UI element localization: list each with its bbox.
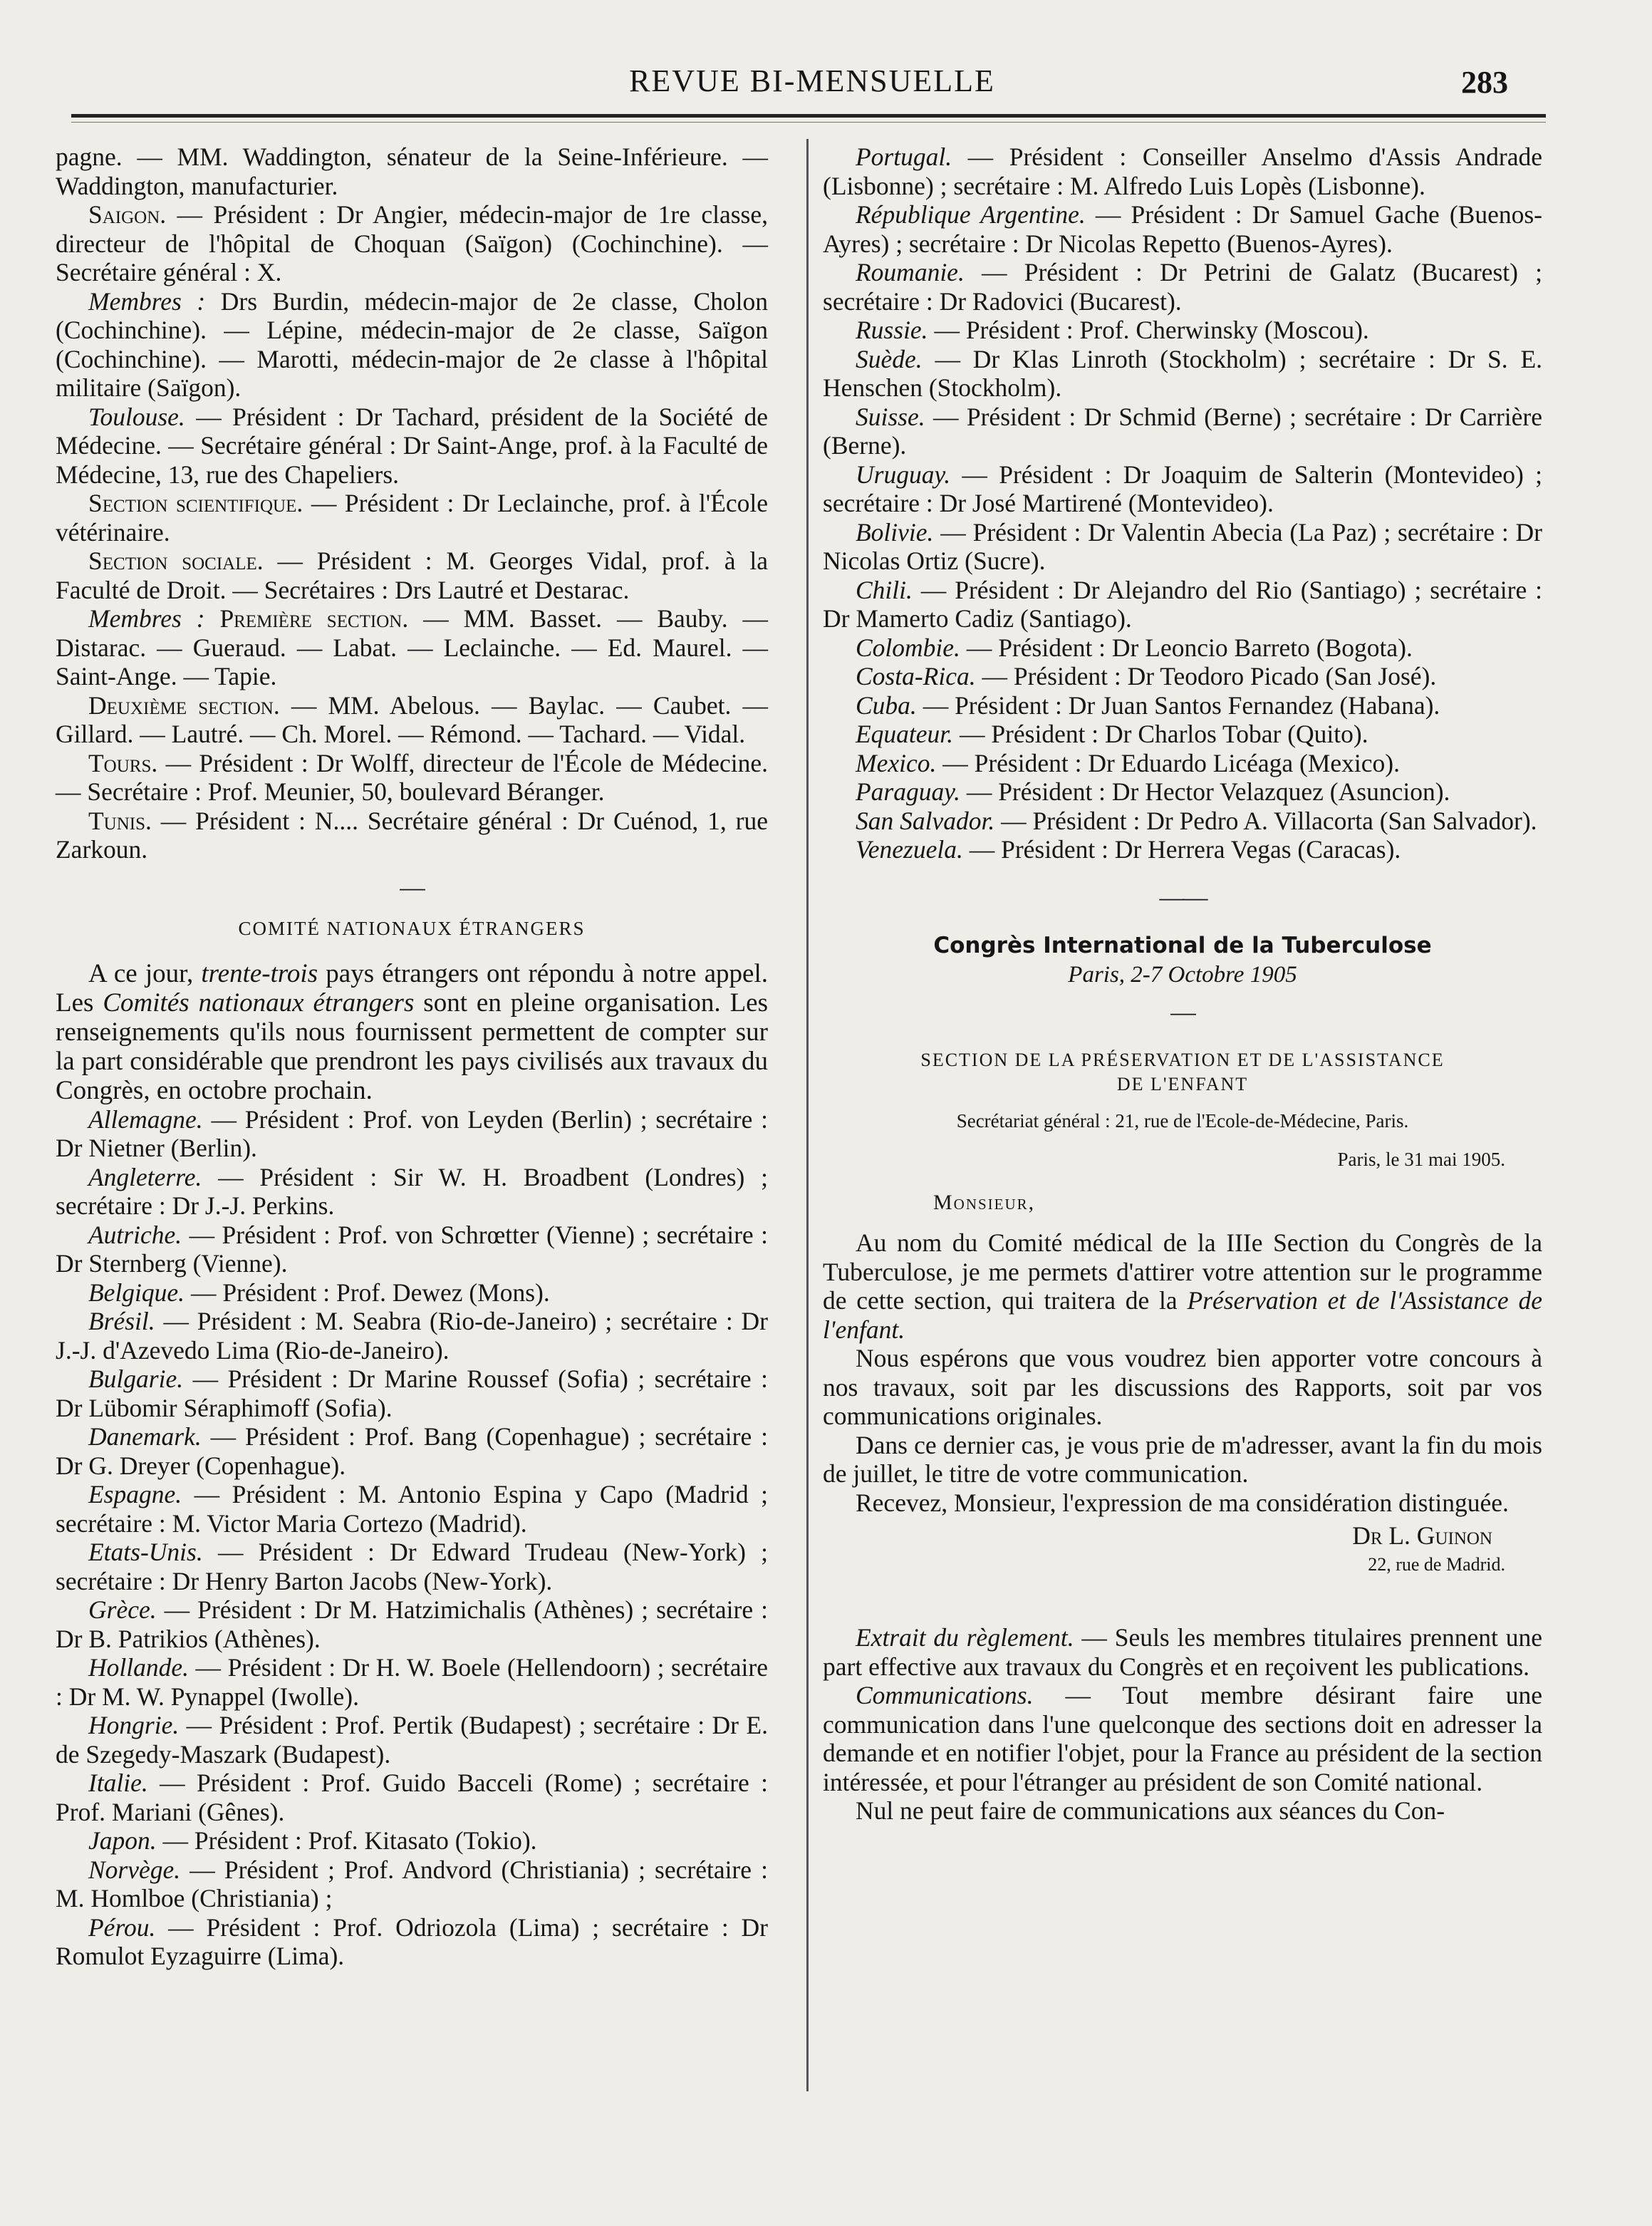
spacer: [823, 1579, 1542, 1623]
country-entry: [56, 1826, 768, 1855]
country-entry: [56, 1307, 768, 1365]
country-text: — Président : Prof. Cherwinsky (Moscou).: [928, 316, 1369, 344]
country-text: — Président : Prof. Odriozola (Lima) ; secrétaire : Dr Romulot Eyzaguirre (Lima).: [56, 1912, 768, 1970]
country-entry: [823, 633, 1542, 663]
country-name: Costa-Rica.: [856, 662, 976, 690]
letter-paragraph: Nous espérons que vous voudrez bien apporter votre concours à nos travaux, soit par les discussions des Rapports, soit par vos communications originales.: [823, 1344, 1542, 1430]
country-name: Belgique.: [88, 1278, 185, 1307]
country-entry: [823, 316, 1542, 345]
country-entry: [823, 720, 1542, 749]
paragraph-text: — Président : Dr Angier, médecin-major de 1re classe, directeur de l'hôpital de Choquan (Saïgon) (Cochinchine). — Secrétaire général : X.: [56, 200, 768, 286]
section-title: [823, 1048, 1542, 1097]
country-entry: [823, 807, 1542, 836]
country-text: — Président : Dr Herrera Vegas (Caracas).: [962, 835, 1401, 864]
paragraph-text: — Président : Dr Tachard, président de la Société de Médecine. — Secrétaire général : Dr Saint-Ange, prof. à la Faculté de Médecine, 13, rue des Chapeliers.: [56, 402, 768, 489]
country-name: Grèce.: [88, 1595, 157, 1624]
country-name: Brésil.: [88, 1307, 155, 1335]
emphasis: Préservation et de l'Assistance de l'enfant.: [823, 1286, 1542, 1344]
country-name: San Salvador.: [856, 806, 995, 835]
paragraph-section-sociale: [56, 547, 768, 604]
country-text: — Président : Sir W. H. Broadbent (Londres) ; secrétaire : Dr J.-J. Perkins.: [56, 1162, 768, 1220]
country-name: Bulgarie.: [88, 1365, 184, 1393]
country-name: Japon.: [88, 1826, 157, 1855]
country-name: Pérou.: [88, 1912, 156, 1942]
label: Section sociale.: [88, 547, 264, 575]
label: Extrait du règlement.: [856, 1623, 1074, 1652]
country-text: — Président : Dr M. Hatzimichalis (Athènes) ; secrétaire : Dr B. Patrikios (Athènes).: [56, 1595, 768, 1653]
paragraph-text: — MM. Abelous. — Baylac. — Caubet. — Gillard. — Lautré. — Ch. Morel. — Rémond. — Tachard. — Vidal.: [56, 690, 769, 748]
country-entry: [823, 835, 1542, 864]
paragraph-text: — Président : M. Georges Vidal, prof. à la Faculté de Droit. — Secrétaires : Drs Lautré et Destarac.: [56, 547, 769, 604]
paragraph-deuxieme-section: [56, 691, 768, 749]
country-text: — Président : Dr Petrini de Galatz (Bucarest) ; secrétaire : Dr Radovici (Bucarest).: [823, 258, 1542, 316]
country-entry: [56, 1913, 768, 1971]
country-text: — Président : Dr Samuel Gache (Buenos-Ayres) ; secrétaire : Dr Nicolas Repetto (Buenos-Ayres).: [823, 200, 1542, 258]
label: Première section.: [219, 604, 409, 633]
reglement-paragraph: [823, 1623, 1542, 1681]
country-entry: [823, 691, 1542, 720]
country-entry: [56, 1422, 768, 1480]
country-entry: [823, 749, 1542, 778]
separator: —: [400, 872, 424, 901]
country-text: — Président : Prof. Guido Bacceli (Rome) ; secrétaire : Prof. Mariani (Gênes).: [56, 1769, 768, 1826]
letter-paragraph: Recevez, Monsieur, l'expression de ma considération distinguée.: [856, 1488, 1509, 1517]
paragraph-membres: [56, 287, 768, 403]
country-text: — Président : Prof. Pertik (Budapest) ; secrétaire : Dr E. de Szegedy-Maszark (Budapest).: [56, 1711, 768, 1769]
country-entry: [823, 345, 1542, 403]
country-name: Roumanie.: [856, 258, 965, 286]
country-text: — Président : Dr Hector Velazquez (Asuncion).: [960, 777, 1450, 806]
congress-subtitle: Paris, 2-7 Octobre 1905: [1068, 961, 1297, 988]
paragraph-tours: [56, 749, 768, 807]
country-entry: [56, 1595, 768, 1653]
country-name: Portugal.: [856, 143, 952, 171]
country-name: Hongrie.: [88, 1711, 180, 1739]
paragraph-section-scientifique: [56, 489, 768, 547]
country-name: Chili.: [856, 575, 913, 604]
label: Membres :: [88, 604, 205, 633]
country-text: — Président : M. Antonio Espina y Capo (Madrid ; secrétaire : M. Victor Maria Cortezo (Madrid).: [56, 1480, 768, 1538]
country-list: [56, 1105, 768, 1971]
label: Membres :: [88, 286, 206, 316]
country-text: — Président : Dr Charlos Tobar (Quito).: [953, 720, 1368, 748]
country-text: — Président : Conseiller Anselmo d'Assis Andrade (Lisbonne) ; secrétaire : M. Alfredo Luis Lopès (Lisbonne).: [823, 143, 1542, 200]
country-entry: [823, 258, 1542, 316]
country-entry: [56, 1221, 768, 1278]
country-name: Etats-Unis.: [88, 1538, 203, 1566]
right-column: [823, 143, 1542, 1826]
country-name: République Argentine.: [856, 200, 1086, 229]
section-heading: COMITÉ NATIONAUX ÉTRANGERS: [238, 918, 586, 939]
country-name: Suède.: [856, 344, 923, 373]
text: pays étrangers ont répondu à notre appel. Les: [56, 958, 768, 1018]
congress-title: Congrès International de la Tuberculose: [933, 933, 1432, 958]
country-name: Suisse.: [856, 402, 925, 431]
country-text: — Président : Dr Eduardo Licéaga (Mexico).: [936, 748, 1400, 777]
country-name: Russie.: [856, 316, 928, 344]
ornament: ——: [1159, 882, 1206, 911]
country-text: — Président : Dr H. W. Boele (Hellendoorn) ; secrétaire : Dr M. W. Pynappel (Iwolle).: [56, 1653, 768, 1711]
country-text: — Président : Dr Valentin Abecia (La Paz) ; secrétaire : Dr Nicolas Ortiz (Sucre).: [823, 517, 1542, 575]
country-name: Allemagne.: [88, 1104, 203, 1134]
text: — Seuls les membres titulaires prennent une part effective aux travaux du Congrès et en reçoivent les publications.: [823, 1623, 1542, 1681]
country-entry: [823, 662, 1542, 691]
country-text: — Président : M. Seabra (Rio-de-Janeiro) ; secrétaire : Dr J.-J. d'Azevedo Lima (Rio-de-Janeiro).: [56, 1307, 768, 1365]
country-name: Hollande.: [88, 1653, 189, 1682]
country-name: Equateur.: [856, 720, 954, 748]
page-number: 283: [1461, 65, 1508, 100]
country-text: — Président : Dr Juan Santos Fernandez (Habana).: [916, 690, 1440, 720]
country-entry: [56, 1365, 768, 1422]
paragraph: pagne. — MM. Waddington, sénateur de la Seine-Inférieure. — Waddington, manufacturier.: [56, 143, 768, 200]
paragraph-text: — Président : Dr Wolff, directeur de l'École de Médecine. — Secrétaire : Prof. Meunier, 50, boulevard Béranger.: [56, 748, 768, 806]
country-name: Mexico.: [856, 748, 937, 777]
country-name: Norvège.: [88, 1855, 181, 1884]
country-name: Cuba.: [856, 690, 917, 720]
country-entry: [56, 1538, 768, 1595]
label: Section scientifique.: [88, 489, 303, 517]
country-text: — Président : Prof. Bang (Copenhague) ; secrétaire : Dr G. Dreyer (Copenhague).: [56, 1422, 768, 1480]
text: Au nom du Comité médical de la IIIe Section du Congrès de la Tuberculose, je me permets d'attirer votre attention sur le programme de cette section, qui traitera de la: [823, 1228, 1542, 1315]
country-text: — Président : Prof. von Leyden (Berlin) ; secrétaire : Dr Nietner (Berlin).: [56, 1104, 768, 1162]
city-label: Tours.: [88, 748, 158, 777]
journal-title: REVUE BI-MENSUELLE: [629, 63, 995, 98]
letter-paragraph: Dans ce dernier cas, je vous prie de m'adresser, avant la fin du mois de juillet, le titre de votre communication.: [823, 1430, 1542, 1488]
country-entry: [56, 1653, 768, 1711]
country-entry: [823, 200, 1542, 258]
header-rule: [71, 114, 1546, 123]
paragraph-premiere-section: [56, 604, 768, 691]
label: Communications.: [856, 1681, 1034, 1709]
country-name: Espagne.: [88, 1480, 182, 1508]
country-text: — Président : Dr Marine Roussef (Sofia) ; secrétaire : Dr Lübomir Séraphimoff (Sofia).: [56, 1365, 768, 1422]
salutation: Monsieur,: [933, 1190, 1036, 1214]
label: Deuxième section.: [88, 690, 280, 720]
country-entry: [56, 1480, 768, 1538]
country-list: [823, 143, 1542, 864]
address: 22, rue de Madrid.: [1368, 1553, 1505, 1575]
country-entry: [823, 576, 1542, 633]
country-name: Italie.: [88, 1769, 148, 1797]
paragraph-tunis: [56, 807, 768, 864]
section-title-line: SECTION DE LA PRÉSERVATION ET DE L'ASSISTANCE: [920, 1049, 1445, 1070]
secretariat-line: Secrétariat général : 21, rue de l'Ecole-de-Médecine, Paris.: [956, 1109, 1409, 1132]
country-name: Angleterre.: [88, 1162, 202, 1191]
separator: —: [1170, 998, 1195, 1026]
country-entry: [823, 403, 1542, 460]
running-header: [0, 63, 1652, 105]
city-label: Toulouse.: [88, 402, 185, 431]
signature: Dr L. Guinon: [1352, 1521, 1492, 1550]
country-name: Danemark.: [88, 1422, 202, 1451]
paragraph-text: — Président : Dr Leclainche, prof. à l'École vétérinaire.: [56, 489, 769, 547]
country-entry: [56, 1769, 768, 1826]
country-name: Colombie.: [856, 633, 960, 662]
country-entry: [56, 1711, 768, 1769]
column-divider: [806, 139, 809, 2091]
country-entry: [56, 1855, 768, 1913]
country-entry: [823, 143, 1542, 200]
country-text: — Dr Klas Linroth (Stockholm) ; secrétaire : Dr S. E. Henschen (Stockholm).: [823, 344, 1542, 402]
last-line: Nul ne peut faire de communications aux séances du Con-: [856, 1796, 1445, 1825]
country-text: — Président : Dr Schmid (Berne) ; secrétaire : Dr Carrière (Berne).: [823, 402, 1542, 460]
country-text: — Président : Dr Joaquim de Salterin (Montevideo) ; secrétaire : Dr José Martirené (Montevideo).: [823, 460, 1542, 517]
intro-paragraph: [56, 959, 768, 1105]
text: A ce jour,: [88, 958, 202, 988]
date-line: Paris, le 31 mai 1905.: [1337, 1149, 1505, 1170]
country-text: — Président : Prof. Dewez (Mons).: [185, 1278, 550, 1307]
country-text: — Président : Dr Pedro A. Villacorta (San Salvador).: [994, 806, 1537, 835]
communications-paragraph: [823, 1681, 1542, 1796]
city-label: Saigon.: [88, 200, 167, 229]
paragraph-text: — MM. Basset. — Bauby. — Distarac. — Gueraud. — Labat. — Leclainche. — Ed. Maurel. — Saint-Ange. — Tapie.: [56, 604, 769, 690]
country-name: Autriche.: [88, 1220, 182, 1249]
emphasis: trente-trois: [201, 958, 318, 988]
paragraph-text: — Président : N.... Secrétaire général : Dr Cuénod, 1, rue Zarkoun.: [56, 806, 768, 864]
country-entry: [823, 518, 1542, 576]
paragraph-saigon: [56, 200, 768, 287]
country-text: — Président ; Prof. Andvord (Christiania) ; secrétaire : M. Homlboe (Christiania) ;: [56, 1855, 768, 1912]
country-text: — Président : Prof. Kitasato (Tokio).: [156, 1826, 537, 1855]
country-entry: [56, 1163, 768, 1221]
text: sont en pleine organisation. Les renseignements qu'ils nous fournissent permettent de compter sur la part considérable que prendront les pays civilisés aux travaux du Congrès, en octobre prochain.: [56, 988, 768, 1105]
country-text: — Président : Dr Leoncio Barreto (Bogota).: [960, 633, 1413, 662]
city-label: Tunis.: [88, 806, 152, 835]
section-title-line: DE L'ENFANT: [1116, 1073, 1249, 1094]
country-name: Venezuela.: [856, 835, 963, 864]
letter-paragraph: [823, 1228, 1542, 1344]
country-name: Paraguay.: [856, 777, 960, 806]
country-text: — Président : Dr Alejandro del Rio (Santiago) ; secrétaire : Dr Mamerto Cadiz (Santiago).: [823, 575, 1542, 633]
paragraph-toulouse: [56, 403, 768, 490]
country-name: Uruguay.: [856, 460, 951, 489]
emphasis: Comités nationaux étrangers: [103, 988, 415, 1018]
country-text: — Président : Dr Edward Trudeau (New-York) ; secrétaire : Dr Henry Barton Jacobs (New-York).: [56, 1538, 768, 1595]
country-entry: [56, 1105, 768, 1163]
left-column: [56, 143, 768, 1971]
text: — Tout membre désirant faire une communication dans l'une quelconque des sections doit en adresser la demande et en notifier l'objet, pour la France au président de la section intéressée, et pour l'étranger au président de son Comité national.: [823, 1681, 1542, 1796]
country-entry: [823, 460, 1542, 518]
country-entry: [823, 777, 1542, 807]
country-name: Bolivie.: [856, 517, 934, 547]
paragraph-text: Drs Burdin, médecin-major de 2e classe, Cholon (Cochinchine). — Lépine, médecin-major de 2e classe, Saïgon (Cochinchine). — Marotti, médecin-major de 2e classe à l'hôpital militaire (Saïgon).: [56, 286, 769, 402]
country-text: — Président : Dr Teodoro Picado (San José).: [975, 662, 1437, 690]
country-entry: [56, 1278, 768, 1308]
country-text: — Président : Prof. von Schrœtter (Vienne) ; secrétaire : Dr Sternberg (Vienne).: [56, 1220, 768, 1278]
